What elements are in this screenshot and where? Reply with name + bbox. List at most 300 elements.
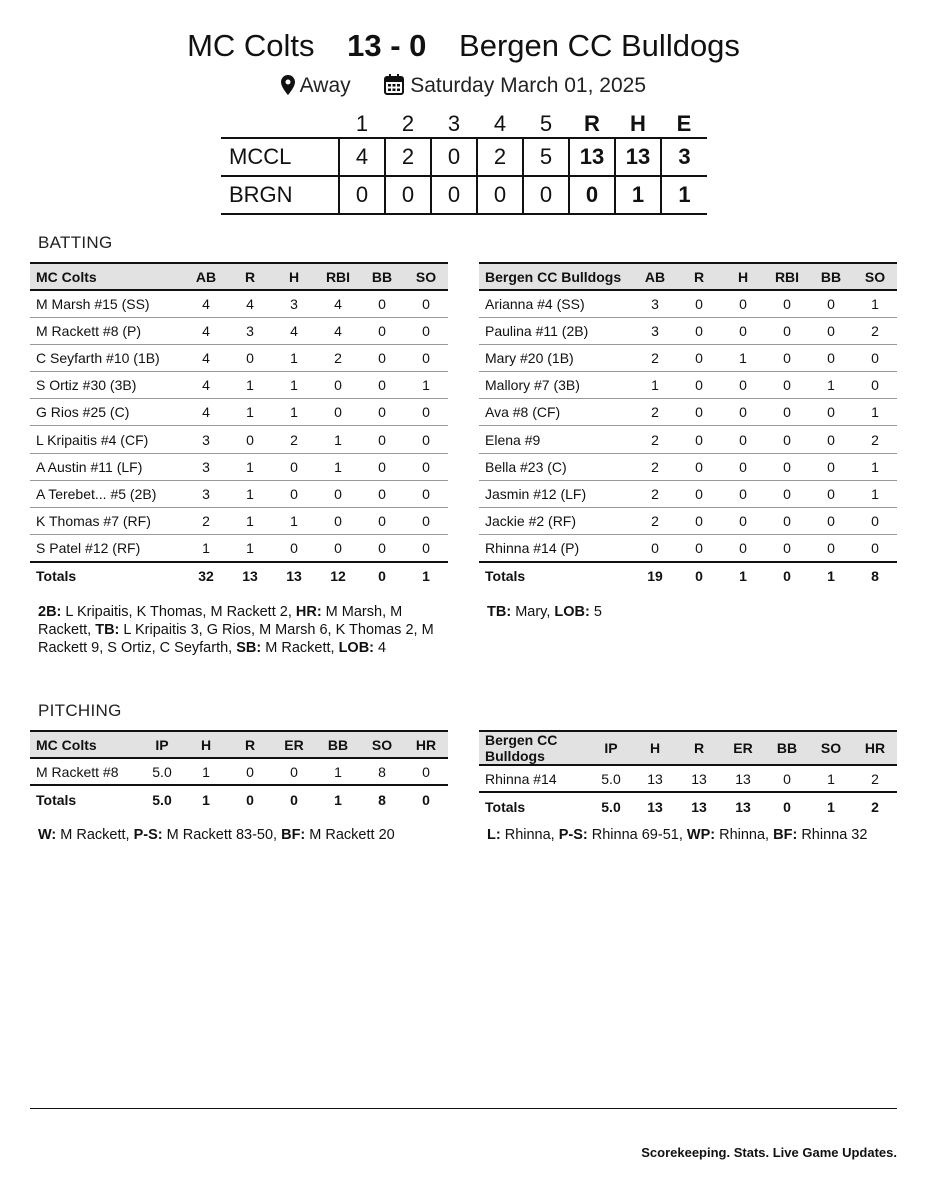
stat-cell: 0 — [404, 290, 448, 317]
total-cell: 0 — [360, 562, 404, 590]
note-text: Rhinna, — [715, 827, 774, 843]
stat-cell: 1 — [228, 399, 272, 426]
inning-runs: 4 — [339, 138, 385, 176]
stat-cell: 8 — [360, 758, 404, 785]
stat-cell: 0 — [404, 508, 448, 535]
total-cell: 32 — [184, 562, 228, 590]
player-name: M Rackett #8 — [30, 758, 140, 785]
note-text: L Kripaitis, K Thomas, M Rackett 2, — [61, 604, 296, 620]
note-text: M Rackett 20 — [305, 827, 395, 843]
stat-column-header: BB — [360, 263, 404, 290]
stat-column-header: IP — [589, 731, 633, 765]
player-name: S Ortiz #30 (3B) — [30, 372, 184, 399]
stat-cell: 13 — [677, 765, 721, 792]
totals-label: Totals — [479, 562, 633, 590]
stat-cell: 1 — [404, 372, 448, 399]
stat-cell: 0 — [360, 426, 404, 453]
batting-table-away — [479, 262, 897, 590]
stat-cell: 0 — [809, 344, 853, 371]
stat-cell: 1 — [721, 344, 765, 371]
player-name: Elena #9 — [479, 426, 633, 453]
stat-cell: 0 — [360, 480, 404, 507]
inning-runs: 0 — [385, 176, 431, 214]
stat-column-header: RBI — [316, 263, 360, 290]
total-cell: 1 — [184, 785, 228, 813]
note-text: M Rackett, — [261, 640, 339, 656]
total-cell: 5.0 — [140, 785, 184, 813]
footer-tagline: Scorekeeping. Stats. Live Game Updates. — [641, 1145, 897, 1160]
inning-runs: 5 — [523, 138, 569, 176]
stat-cell: 2 — [853, 317, 897, 344]
player-row — [30, 290, 448, 317]
totals-label: Totals — [30, 562, 184, 590]
totals-row — [30, 562, 448, 590]
stat-cell: 0 — [765, 317, 809, 344]
stat-cell: 0 — [809, 480, 853, 507]
player-row — [479, 426, 897, 453]
stat-cell: 0 — [809, 399, 853, 426]
linescore-team: MCCL — [221, 138, 339, 176]
total-cell: 1 — [721, 562, 765, 590]
stat-column-header: H — [721, 263, 765, 290]
team-column-header: MC Colts — [30, 731, 140, 758]
stat-cell: 1 — [809, 372, 853, 399]
footer-divider — [30, 1108, 897, 1109]
stat-cell: 2 — [272, 426, 316, 453]
note-text: Rhinna 69-51, — [587, 827, 687, 843]
stat-cell: 0 — [404, 317, 448, 344]
stat-cell: 1 — [272, 399, 316, 426]
stat-column-header: BB — [809, 263, 853, 290]
stat-cell: 0 — [404, 399, 448, 426]
stat-cell: 13 — [721, 765, 765, 792]
stat-cell: 0 — [853, 535, 897, 562]
player-row — [479, 344, 897, 371]
stat-cell: 0 — [360, 372, 404, 399]
player-row — [479, 372, 897, 399]
game-location: Away — [299, 74, 351, 97]
player-row — [30, 480, 448, 507]
note-label: LOB: — [554, 604, 590, 620]
total-errors: 3 — [661, 138, 707, 176]
stat-cell: 0 — [765, 480, 809, 507]
batting-heading: BATTING — [38, 233, 113, 252]
pitching-notes-away — [487, 826, 897, 844]
note-label: BF: — [773, 827, 798, 843]
home-team-name: MC Colts — [187, 28, 315, 63]
errors-header: E — [676, 110, 692, 136]
stat-column-header: R — [677, 263, 721, 290]
stat-cell: 5.0 — [140, 758, 184, 785]
stat-cell: 4 — [272, 317, 316, 344]
stat-cell: 4 — [184, 290, 228, 317]
stat-column-header: ER — [721, 731, 765, 765]
inning-runs: 2 — [477, 138, 523, 176]
linescore-row — [221, 138, 707, 176]
stat-cell: 0 — [404, 535, 448, 562]
stat-column-header: HR — [853, 731, 897, 765]
stat-cell: 1 — [316, 453, 360, 480]
note-label: L: — [487, 827, 501, 843]
total-cell: 1 — [316, 785, 360, 813]
batting-table-home — [30, 262, 448, 590]
note-label: HR: — [295, 604, 322, 620]
stat-cell: 0 — [272, 480, 316, 507]
stat-cell: 0 — [721, 480, 765, 507]
stat-column-header: SO — [404, 263, 448, 290]
linescore-table — [221, 110, 707, 215]
stat-cell: 3 — [184, 453, 228, 480]
stat-cell: 3 — [633, 290, 677, 317]
player-row — [479, 290, 897, 317]
away-team-name: Bergen CC Bulldogs — [459, 28, 740, 63]
stat-cell: 1 — [853, 399, 897, 426]
player-row — [479, 317, 897, 344]
player-name: Mary #20 (1B) — [479, 344, 633, 371]
stat-cell: 2 — [633, 508, 677, 535]
stat-cell: 0 — [721, 317, 765, 344]
pitching-notes-home — [38, 826, 448, 844]
player-row — [30, 758, 448, 785]
stat-cell: 0 — [677, 453, 721, 480]
total-cell: 19 — [633, 562, 677, 590]
stat-column-header: H — [272, 263, 316, 290]
inning-header: 4 — [493, 110, 507, 136]
stat-cell: 3 — [184, 480, 228, 507]
stat-cell: 0 — [316, 399, 360, 426]
player-name: Mallory #7 (3B) — [479, 372, 633, 399]
stat-cell: 4 — [316, 317, 360, 344]
note-label: TB: — [95, 622, 120, 638]
stat-cell: 0 — [809, 290, 853, 317]
player-name: A Terebet... #5 (2B) — [30, 480, 184, 507]
note-label: BF: — [281, 827, 306, 843]
stat-column-header: R — [228, 263, 272, 290]
stat-cell: 0 — [360, 453, 404, 480]
stat-cell: 1 — [633, 372, 677, 399]
stat-cell: 0 — [677, 399, 721, 426]
total-cell: 8 — [853, 562, 897, 590]
inning-runs: 2 — [385, 138, 431, 176]
total-cell: 13 — [677, 792, 721, 820]
stat-cell: 1 — [184, 758, 228, 785]
stat-cell: 0 — [360, 317, 404, 344]
runs-header: R — [584, 110, 600, 136]
stat-cell: 4 — [184, 317, 228, 344]
total-cell: 13 — [633, 792, 677, 820]
stat-cell: 0 — [404, 426, 448, 453]
stat-cell: 0 — [360, 344, 404, 371]
player-name: L Kripaitis #4 (CF) — [30, 426, 184, 453]
stat-cell: 0 — [633, 535, 677, 562]
stat-cell: 2 — [184, 508, 228, 535]
stat-cell: 2 — [633, 480, 677, 507]
stat-cell: 3 — [272, 290, 316, 317]
inning-runs: 0 — [523, 176, 569, 214]
stat-column-header: RBI — [765, 263, 809, 290]
pitching-heading: PITCHING — [38, 701, 122, 720]
stat-column-header: SO — [360, 731, 404, 758]
note-text: M Rackett, — [56, 827, 134, 843]
inning-runs: 0 — [339, 176, 385, 214]
stat-cell: 0 — [765, 535, 809, 562]
stat-cell: 1 — [228, 453, 272, 480]
stat-column-header: AB — [633, 263, 677, 290]
stat-cell: 0 — [677, 426, 721, 453]
player-name: Jackie #2 (RF) — [479, 508, 633, 535]
team-column-header: Bergen CC Bulldogs — [479, 263, 633, 290]
stat-cell: 4 — [316, 290, 360, 317]
totals-row — [479, 792, 897, 820]
stat-cell: 3 — [184, 426, 228, 453]
map-pin-icon — [281, 75, 295, 101]
stat-cell: 0 — [721, 399, 765, 426]
stat-cell: 0 — [677, 344, 721, 371]
total-cell: 8 — [360, 785, 404, 813]
stat-cell: 0 — [316, 480, 360, 507]
totals-label: Totals — [479, 792, 589, 820]
player-row — [30, 426, 448, 453]
stat-cell: 2 — [633, 453, 677, 480]
total-cell: 0 — [765, 562, 809, 590]
stat-cell: 1 — [853, 453, 897, 480]
stat-cell: 4 — [184, 399, 228, 426]
final-score: 13 - 0 — [347, 28, 427, 63]
note-label: 2B: — [38, 604, 62, 620]
stat-cell: 0 — [360, 290, 404, 317]
totals-row — [479, 562, 897, 590]
stat-column-header: BB — [765, 731, 809, 765]
batting-notes-home — [38, 603, 448, 657]
inning-runs: 0 — [477, 176, 523, 214]
stat-cell: 1 — [853, 290, 897, 317]
stat-cell: 0 — [721, 372, 765, 399]
stat-cell: 0 — [677, 290, 721, 317]
stat-cell: 0 — [404, 344, 448, 371]
linescore-header — [221, 110, 707, 138]
stat-cell: 0 — [360, 508, 404, 535]
game-date: Saturday March 01, 2025 — [410, 74, 646, 97]
note-label: P-S: — [133, 827, 163, 843]
stat-cell: 4 — [228, 290, 272, 317]
table-header-row — [30, 731, 448, 758]
stat-cell: 0 — [316, 372, 360, 399]
stat-cell: 2 — [633, 344, 677, 371]
note-text: Rhinna, — [500, 827, 559, 843]
stat-cell: 0 — [316, 508, 360, 535]
total-cell: 0 — [404, 785, 448, 813]
note-label: W: — [38, 827, 57, 843]
total-hits: 1 — [615, 176, 661, 214]
stat-cell: 0 — [765, 290, 809, 317]
total-cell: 0 — [677, 562, 721, 590]
inning-header: 2 — [401, 110, 415, 136]
stat-cell: 0 — [677, 508, 721, 535]
note-text: M Rackett 83-50, — [162, 827, 282, 843]
player-name: Rhinna #14 — [479, 765, 589, 792]
stat-cell: 1 — [228, 508, 272, 535]
table-header-row — [30, 263, 448, 290]
stat-cell: 0 — [721, 535, 765, 562]
stat-cell: 0 — [809, 453, 853, 480]
player-name: A Austin #11 (LF) — [30, 453, 184, 480]
total-runs: 13 — [569, 138, 615, 176]
table-header-row — [479, 263, 897, 290]
player-name: Bella #23 (C) — [479, 453, 633, 480]
stat-cell: 0 — [404, 453, 448, 480]
stat-cell: 2 — [853, 765, 897, 792]
total-cell: 0 — [272, 785, 316, 813]
stat-cell: 0 — [677, 317, 721, 344]
total-cell: 13 — [228, 562, 272, 590]
note-label: WP: — [686, 827, 716, 843]
stat-cell: 0 — [853, 508, 897, 535]
stat-cell: 0 — [272, 453, 316, 480]
stat-cell: 1 — [809, 765, 853, 792]
stat-cell: 0 — [809, 426, 853, 453]
inning-header: 3 — [447, 110, 461, 136]
player-name: M Marsh #15 (SS) — [30, 290, 184, 317]
note-label: LOB: — [338, 640, 375, 656]
stat-cell: 0 — [853, 344, 897, 371]
player-row — [479, 535, 897, 562]
stat-column-header: H — [184, 731, 228, 758]
total-cell: 13 — [721, 792, 765, 820]
pitching-table-away — [479, 730, 897, 820]
stat-column-header: R — [228, 731, 272, 758]
stat-cell: 2 — [633, 399, 677, 426]
total-cell: 5.0 — [589, 792, 633, 820]
hits-header: H — [630, 110, 646, 136]
stat-cell: 1 — [316, 758, 360, 785]
total-cell: 2 — [853, 792, 897, 820]
player-row — [479, 399, 897, 426]
note-label: SB: — [236, 640, 262, 656]
player-row — [30, 535, 448, 562]
total-cell: 0 — [228, 785, 272, 813]
player-name: Jasmin #12 (LF) — [479, 480, 633, 507]
player-name: Arianna #4 (SS) — [479, 290, 633, 317]
stat-cell: 0 — [272, 758, 316, 785]
stat-cell: 0 — [228, 426, 272, 453]
player-name: M Rackett #8 (P) — [30, 317, 184, 344]
stat-cell: 0 — [765, 765, 809, 792]
stat-column-header: SO — [809, 731, 853, 765]
total-errors: 1 — [661, 176, 707, 214]
player-row — [30, 317, 448, 344]
stat-cell: 0 — [853, 372, 897, 399]
player-row — [479, 508, 897, 535]
stat-column-header: BB — [316, 731, 360, 758]
stat-cell: 1 — [228, 480, 272, 507]
stat-column-header: IP — [140, 731, 184, 758]
stat-cell: 4 — [184, 372, 228, 399]
note-text: 5 — [589, 604, 602, 620]
stat-cell: 0 — [721, 426, 765, 453]
game-title — [0, 28, 927, 64]
totals-row — [30, 785, 448, 813]
player-name: Rhinna #14 (P) — [479, 535, 633, 562]
stat-cell: 1 — [272, 344, 316, 371]
total-cell: 0 — [765, 792, 809, 820]
total-cell: 1 — [809, 792, 853, 820]
stat-cell: 0 — [765, 399, 809, 426]
note-text: Mary, — [511, 604, 555, 620]
stat-cell: 1 — [228, 372, 272, 399]
player-row — [479, 453, 897, 480]
player-row — [30, 372, 448, 399]
inning-header: 1 — [355, 110, 369, 136]
inning-runs: 0 — [431, 138, 477, 176]
stat-cell: 0 — [228, 758, 272, 785]
stat-cell: 0 — [360, 535, 404, 562]
total-cell: 1 — [809, 562, 853, 590]
stat-cell: 1 — [272, 508, 316, 535]
stat-cell: 1 — [184, 535, 228, 562]
total-cell: 12 — [316, 562, 360, 590]
stat-cell: 4 — [184, 344, 228, 371]
player-row — [479, 480, 897, 507]
stat-column-header: H — [633, 731, 677, 765]
game-info — [0, 74, 927, 101]
player-row — [30, 508, 448, 535]
team-column-header: Bergen CC Bulldogs — [479, 731, 589, 765]
team-column-header: MC Colts — [30, 263, 184, 290]
linescore-team: BRGN — [221, 176, 339, 214]
stat-cell: 0 — [765, 453, 809, 480]
player-row — [30, 453, 448, 480]
stat-cell: 0 — [809, 317, 853, 344]
note-label: TB: — [487, 604, 512, 620]
stat-cell: 2 — [316, 344, 360, 371]
stat-cell: 0 — [765, 372, 809, 399]
stat-column-header: SO — [853, 263, 897, 290]
stat-cell: 1 — [228, 535, 272, 562]
pitching-table-home — [30, 730, 448, 813]
stat-cell: 0 — [721, 508, 765, 535]
total-cell: 1 — [404, 562, 448, 590]
stat-cell: 0 — [404, 480, 448, 507]
stat-cell: 0 — [721, 453, 765, 480]
stat-cell: 1 — [853, 480, 897, 507]
player-name: G Rios #25 (C) — [30, 399, 184, 426]
stat-cell: 0 — [721, 290, 765, 317]
stat-cell: 0 — [404, 758, 448, 785]
stat-cell: 1 — [272, 372, 316, 399]
stat-cell: 0 — [677, 535, 721, 562]
stat-column-header: HR — [404, 731, 448, 758]
stat-cell: 0 — [765, 344, 809, 371]
stat-cell: 0 — [272, 535, 316, 562]
player-row — [479, 765, 897, 792]
total-hits: 13 — [615, 138, 661, 176]
stat-cell: 0 — [316, 535, 360, 562]
stat-cell: 2 — [853, 426, 897, 453]
stat-cell: 3 — [633, 317, 677, 344]
stat-cell: 13 — [633, 765, 677, 792]
stat-column-header: AB — [184, 263, 228, 290]
stat-cell: 0 — [809, 535, 853, 562]
stat-cell: 0 — [765, 426, 809, 453]
inning-header: 5 — [539, 110, 553, 136]
note-text: 4 — [374, 640, 387, 656]
calendar-icon — [384, 74, 404, 101]
stat-cell: 3 — [228, 317, 272, 344]
total-cell: 13 — [272, 562, 316, 590]
stat-cell: 5.0 — [589, 765, 633, 792]
note-label: P-S: — [558, 827, 588, 843]
player-name: K Thomas #7 (RF) — [30, 508, 184, 535]
